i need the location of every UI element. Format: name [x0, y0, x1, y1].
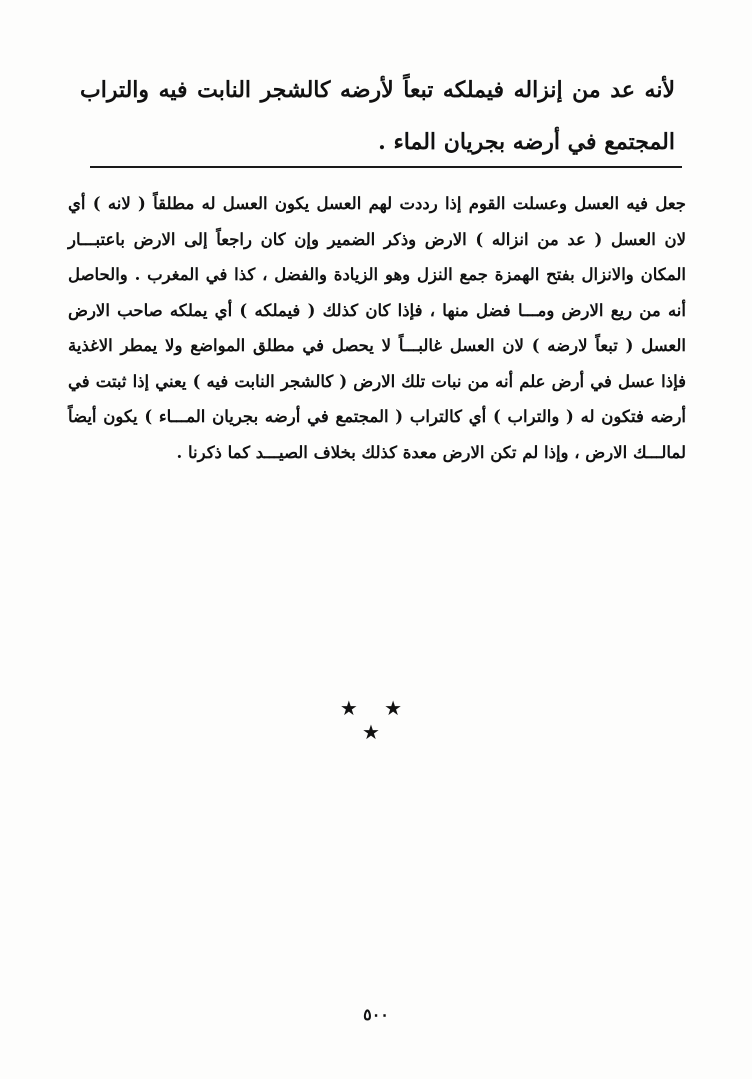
page-number: ٥٠٠ [363, 1005, 389, 1024]
section-divider-stars: ★ ★ ★ [339, 696, 413, 744]
commentary-text-sharh: جعل فيه العسل وعسلت القوم إذا رددت لهم العسل يكون العسل له مطلقاً ( لانه ) أي لان العسل ( عد من انزاله ) الارض وذكر الضمير وإن كان راجعاً إلى الارض باعتبـــار المكان والانزال بفتح الهمزة جمع النزل وهو الزيادة والفضل ، كذا في المغرب . والحاصل أنه من ريع الارض ومـــا فضل منها ، فإذا كان كذلك ( فيملكه ) أي يملكه صاحب الارض العسل ( تبعاً لارضه ) لان العسل غالبـــاً لا يحصل في مطلق المواضع ولا يمطر الاغذية فإذا عسل في أرض علم أنه من نبات تلك الارض ( كالشجر النابت فيه ) يعني إذا ثبتت في أرضه فتكون له ( والتراب ) أي كالتراب ( المجتمع في أرضه بجريان المـــاء ) يكون أيضاً لمالـــك الارض ، وإذا لم تكن الارض معدة كذلك بخلاف الصيـــد كما ذكرنا . [68, 194, 686, 462]
main-text-matn: لأنه عد من إنزاله فيملكه تبعاً لأرضه كالشجر النابت فيه والتراب المجتمع في أرضه بجريان الماء . [80, 77, 675, 155]
text-separator-rule [90, 166, 682, 168]
